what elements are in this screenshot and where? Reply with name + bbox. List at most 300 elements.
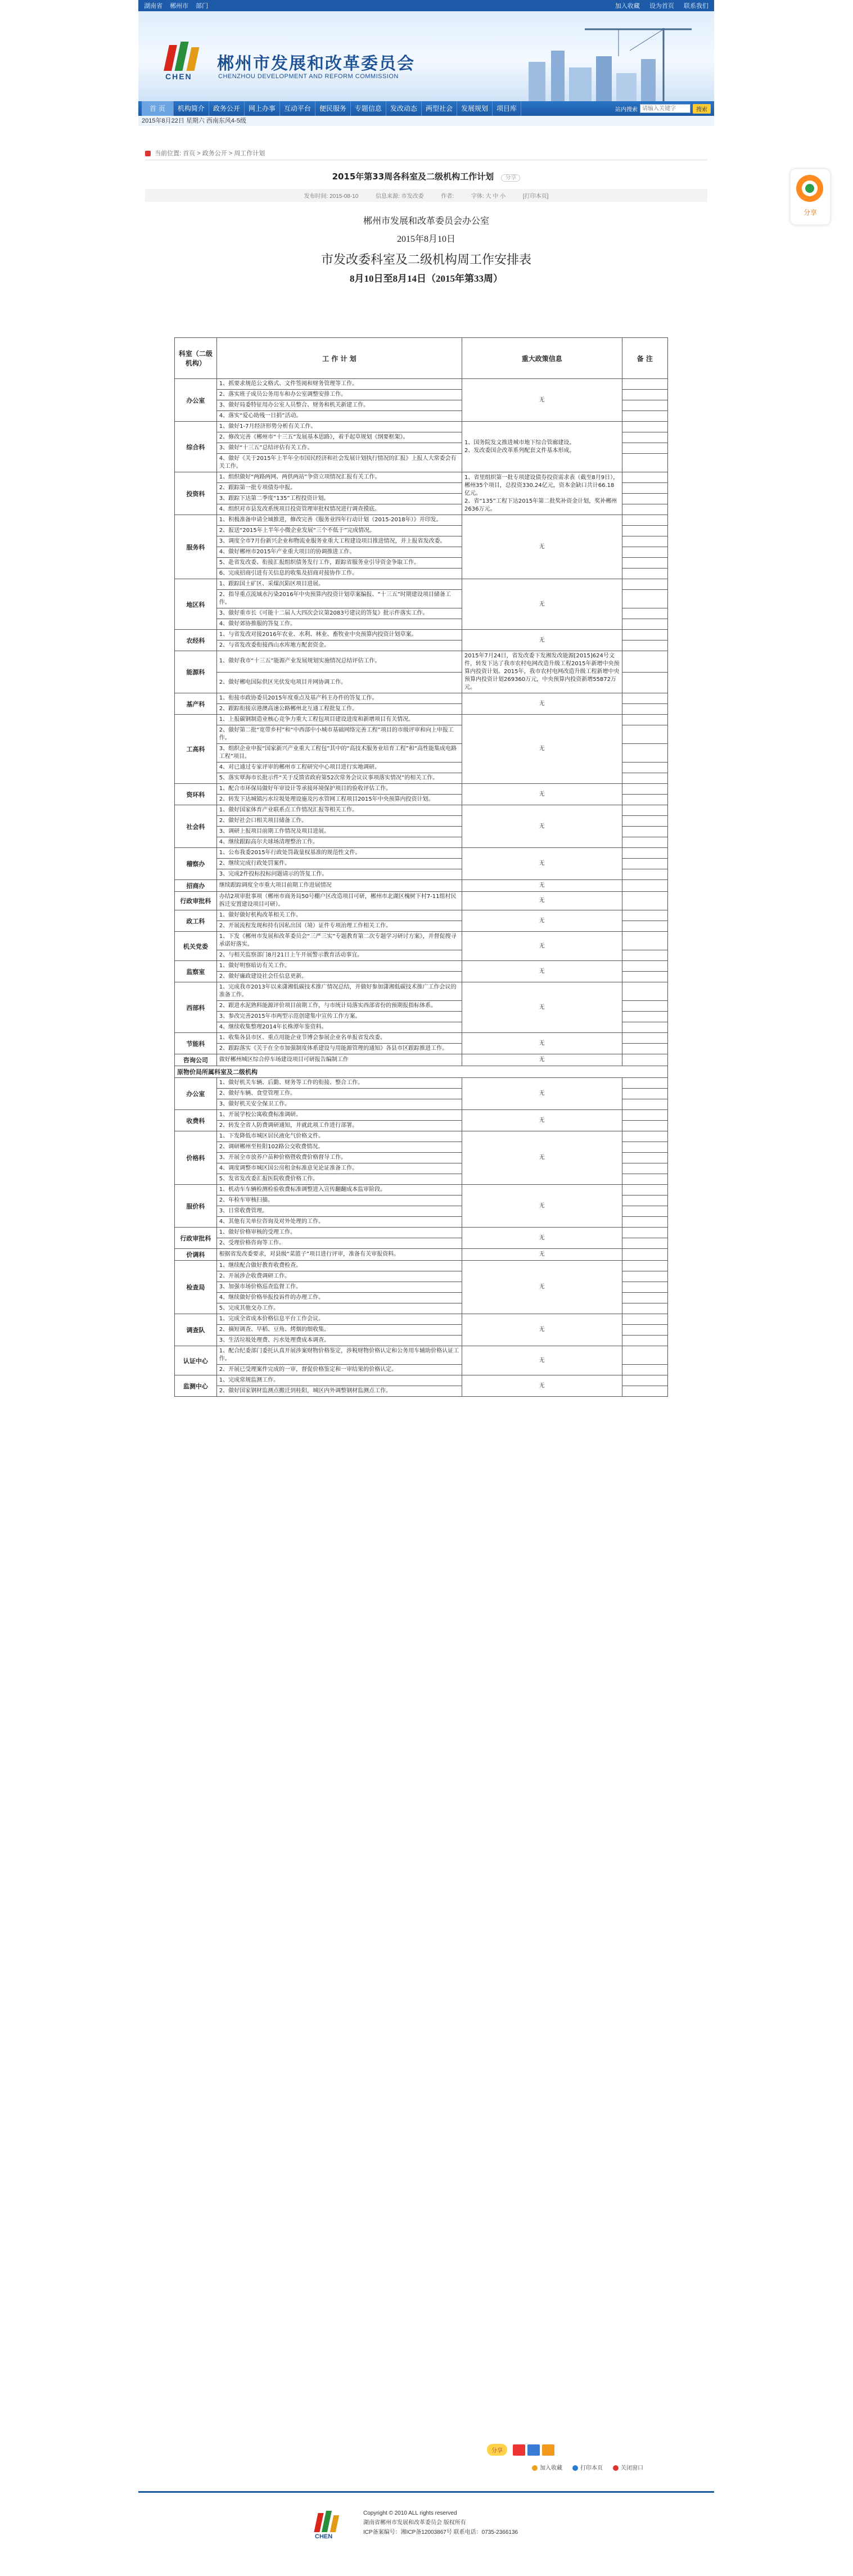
plan-cell: 1、衔接市政协委员2015年度重点及基产科主办件的答复工作。 <box>216 693 462 704</box>
note-cell <box>622 1238 667 1249</box>
plan-cell: 5、赴省发改委、衔接汇报组织债务发行工作，跟踪省服务业引导资金争取工作。 <box>216 558 462 569</box>
note-cell <box>622 411 667 422</box>
plan-cell: 2、开展已受理案件完成的一审，督促价格鉴定和一审结果的价格认定。 <box>216 1365 462 1375</box>
plan-cell: 3、组织企业申报“国家新兴产业重大工程包”其中的“高技术服务业培育工程”和“高性能集成电路工程”项目。 <box>216 744 462 763</box>
top-right-links <box>607 1 708 10</box>
note-cell <box>622 619 667 630</box>
note-cell <box>622 1044 667 1054</box>
share-widget-label: 分享 <box>803 209 817 216</box>
plan-cell: 2、与省发改委衔接西山水库地方配套资金。 <box>216 640 462 651</box>
close-tool[interactable]: 关闭窗口 <box>613 2463 643 2471</box>
page-wrapper <box>138 0 817 1394</box>
policy-cell: 无 <box>462 932 622 961</box>
plan-cell: 4、组织对市县发改系统项目投资管理审批权情况进行调查摸底。 <box>216 504 462 515</box>
table-row <box>175 379 668 390</box>
breadcrumb-item[interactable]: 首页 <box>183 150 196 157</box>
note-cell <box>622 859 667 869</box>
top-link[interactable]: 郴州市 <box>170 3 189 10</box>
note-cell <box>622 805 667 816</box>
note-cell <box>622 1142 667 1153</box>
policy-cell: 无 <box>462 910 622 932</box>
dept-cell: 招商办 <box>175 880 217 892</box>
plan-cell: 4、其他有关单位咨询及对外处理的工作。 <box>216 1217 462 1228</box>
note-cell <box>622 880 667 892</box>
logo-text: CHEN <box>165 72 192 81</box>
policy-cell: 2015年7月24日，省发改委下发湘发改能源[2015]624号文件，转发下达了我市农村电网改造升级工程2015年新增中央预算内投资计划。2015年，我市农村电网改造升级工程新增中央预算内投资计划269360万元，中央预算内投资新增55872万元。 <box>462 651 622 693</box>
note-cell <box>622 795 667 805</box>
nav-topics[interactable]: 专题信息 <box>351 101 386 116</box>
note-cell <box>622 1261 667 1271</box>
policy-cell: 无 <box>462 1054 622 1066</box>
author: 作者: <box>441 193 454 200</box>
dept-cell: 检查局 <box>175 1261 217 1314</box>
share-label[interactable]: 分享 <box>487 2444 507 2456</box>
nav-home[interactable]: 首 页 <box>142 101 174 116</box>
note-cell <box>622 422 667 432</box>
table-row <box>175 422 668 432</box>
plan-cell: 1、开展学校公寓收费标准调研。 <box>216 1110 462 1121</box>
note-cell <box>622 869 667 880</box>
plan-cell: 2、做好社会口相关项目储备工作。 <box>216 816 462 827</box>
plan-cell: 2、做好第二批“宽带乡村”和“中西部中小城市基础网络完善工程”项目的市级评审和向上申报工作。 <box>216 725 462 744</box>
plan-cell: 1、积极准备申请全域推进，修改完善《服务业四年行动计划（2015-2018年）》并印发。 <box>216 515 462 526</box>
plan-cell: 3、开展全市放养户苗种价格暨收费价格督导工作。 <box>216 1153 462 1163</box>
add-favorite-tool[interactable]: 加入收藏 <box>532 2463 562 2471</box>
note-cell <box>622 693 667 704</box>
policy-cell: 1、省里组织第一批专项建设债券投资需求表（截至8月9日），郴州35个项目，总投资330.24亿元，资本金缺口共计66.18亿元。 2、省“135”工程下达2015年第二批奖补资金计划，奖补郴州2636万元。 <box>462 472 622 515</box>
plan-cell: 3、完成2件投标投标问题请示的答复工作。 <box>216 869 462 880</box>
site-subtitle: CHENZHOU DEVELOPMENT AND REFORM COMMISSION <box>218 73 399 80</box>
site-logo[interactable] <box>161 39 211 84</box>
plan-cell: 1、配合市环保局做好年审设计等承接环境保护项目的验收评估工作。 <box>216 784 462 795</box>
note-cell <box>622 1249 667 1261</box>
policy-cell: 无 <box>462 1228 622 1249</box>
dept-cell: 能源科 <box>175 651 217 693</box>
note-cell <box>622 1314 667 1325</box>
plan-cell: 4、继续做好价格举报投诉件的办理工作。 <box>216 1293 462 1303</box>
article-title: 2015年第33周各科室及二级机构工作计划 <box>332 172 494 182</box>
nav-planning[interactable]: 发展规划 <box>457 101 493 116</box>
note-cell <box>622 1001 667 1012</box>
nav-projects[interactable]: 项目库 <box>493 101 521 116</box>
plan-cell: 1、抓要求规范公文格式、文件签阅和财务管理等工作。 <box>216 379 462 390</box>
table-row <box>175 1249 668 1261</box>
note-cell <box>622 547 667 558</box>
section-title: 原物价局所属科室及二级机构 <box>175 1066 668 1078</box>
note-cell <box>622 672 667 693</box>
plan-cell: 3、做好机关安全保卫工作。 <box>216 1099 462 1110</box>
note-cell <box>622 932 667 950</box>
print-tool[interactable]: 打印本页 <box>572 2463 603 2471</box>
crane-illustration-icon <box>517 17 697 101</box>
plan-cell: 1、做好我市“十三五”能源产业发展规划实施情况总结评估工作。 <box>216 651 462 673</box>
note-cell <box>622 515 667 526</box>
page-tools <box>522 2463 643 2471</box>
table-row <box>175 1228 668 1238</box>
dept-cell: 投资科 <box>175 472 217 515</box>
nav-gov-info[interactable]: 政务公开 <box>209 101 245 116</box>
breadcrumb-label: 当前位置: <box>155 150 182 157</box>
plan-cell: 2、转发全省人防费调研通知，并就此项工作进行部署。 <box>216 1121 462 1131</box>
plan-cell: 2、报送“2015年上半年小微企业发展“三个不低于”完成情况。 <box>216 526 462 536</box>
table-row <box>175 1185 668 1195</box>
dept-cell: 监察室 <box>175 961 217 982</box>
plan-cell: 4、继续收集整理2014年长株潭年鉴资料。 <box>216 1022 462 1033</box>
plan-cell: 2、与相关监察部门8月21日上午开展警示教育活动事宜。 <box>216 950 462 961</box>
header-dept: 科室（二级机构） <box>175 338 217 379</box>
plan-cell: 1、完成我市2013年以来潇湘低碳技术推广情况总结，并做好参加潇湘低碳技术推广工作会议的准备工作。 <box>216 982 462 1001</box>
header-note: 备 注 <box>622 338 667 379</box>
policy-cell: 无 <box>462 784 622 805</box>
plan-cell: 1、下发《郴州市发展和改革委员会“三严三实”专题教育第二次专题学习研讨方案》，并督促搜寻承诺好落实。 <box>216 932 462 950</box>
close-icon <box>613 2465 619 2471</box>
top-bar <box>138 0 714 11</box>
dept-cell: 办公室 <box>175 1078 217 1110</box>
note-cell <box>622 950 667 961</box>
breadcrumb-item[interactable]: 政务公开 <box>202 150 227 157</box>
policy-cell: 无 <box>462 1110 622 1131</box>
policy-cell: 1、国务院发文推进城市地下综合管廊建设。 2、发改委国企改革系列配套文件基本形成。 <box>462 422 622 472</box>
note-cell <box>622 558 667 569</box>
note-cell <box>622 1078 667 1089</box>
plan-cell: 3、日常收费管理。 <box>216 1206 462 1217</box>
add-favorite-link[interactable]: 加入收藏 <box>615 3 640 10</box>
font-size-control[interactable]: 字体: 大 中 小 <box>471 193 506 200</box>
breadcrumb-item[interactable]: 周工作计划 <box>234 150 265 157</box>
note-cell <box>622 608 667 619</box>
plan-cell: 1、做好明察暗访有关工作。 <box>216 961 462 972</box>
plan-cell: 2、落实班子成员公务用车和办公室调整安排工作。 <box>216 390 462 400</box>
dept-cell: 西部科 <box>175 982 217 1033</box>
table-row <box>175 1078 668 1089</box>
note-cell <box>622 1099 667 1110</box>
plan-cell: 2、修改完善《郴州市“十三五”发展基本思路》，着手起草规划《纲要框架》。 <box>216 432 462 443</box>
plan-cell: 2、跟进水泥熟料能源评价项目前期工作，与市统计局落实西部省份的预期报指标体系。 <box>216 1001 462 1012</box>
note-cell <box>622 1346 667 1365</box>
policy-cell: 无 <box>462 982 622 1033</box>
dept-cell: 政工科 <box>175 910 217 932</box>
nav-public-service[interactable]: 便民服务 <box>315 101 351 116</box>
note-cell <box>622 454 667 472</box>
note-cell <box>622 1153 667 1163</box>
dept-cell: 价格科 <box>175 1131 217 1185</box>
policy-cell: 无 <box>462 693 622 715</box>
header-policy: 重大政策信息 <box>462 338 622 379</box>
table-row <box>175 630 668 640</box>
footer-logo-text: CHEN <box>315 2533 333 2540</box>
plan-cell: 2、开展流程发现和持有因私出国（境）证件专项治理工作相关工作。 <box>216 921 462 932</box>
plan-cell: 4、落实“爱心助残一日捐”活动。 <box>216 411 462 422</box>
table-row <box>175 848 668 859</box>
plan-cell: 1、做好做好机构改革相关工作。 <box>216 910 462 921</box>
plan-cell: 2、摘短调查、早稻、豆角、烤烟的细收集。 <box>216 1325 462 1336</box>
note-cell <box>622 1365 667 1375</box>
note-cell <box>622 432 667 443</box>
policy-cell: 无 <box>462 1185 622 1228</box>
plan-cell: 1、继续配合做好教育收费检查。 <box>216 1261 462 1271</box>
note-cell <box>622 1022 667 1033</box>
more-share-icon[interactable] <box>542 2444 554 2456</box>
dept-cell: 调查队 <box>175 1314 217 1346</box>
nav-two-type[interactable]: 两型社会 <box>422 101 457 116</box>
plan-cell: 2、调研郴州至桂阳102路公交收费情况。 <box>216 1142 462 1153</box>
dept-cell: 行政审批科 <box>175 1228 217 1249</box>
dept-cell: 社会科 <box>175 805 217 848</box>
breadcrumb: 当前位置: 首页 > 政务公开 > 周工作计划 <box>145 148 707 160</box>
note-cell <box>622 1163 667 1174</box>
nav-about[interactable]: 机构简介 <box>174 101 209 116</box>
plan-cell: 1、组织做好“两路两网、两供两站”争资立项情况汇报有关工作。 <box>216 472 462 483</box>
policy-cell: 无 <box>462 1033 622 1054</box>
plan-cell: 2、年检车审核扫描。 <box>216 1195 462 1206</box>
table-row <box>175 1261 668 1271</box>
search-input[interactable] <box>640 104 690 113</box>
copyright: Copyright © 2010 ALL rights reserved <box>363 2510 457 2516</box>
share-tag[interactable]: 分享 <box>501 174 520 182</box>
note-cell <box>622 910 667 921</box>
note-cell <box>622 837 667 848</box>
article-title-row <box>138 170 714 182</box>
plan-cell: 4、做好郴州市2015年产业重大项目的协调推进工作。 <box>216 547 462 558</box>
plan-cell: 3、调研上报项目前期工作情况及项目进展。 <box>216 827 462 837</box>
plan-cell: 3、加强市场价格巡查监督工作。 <box>216 1282 462 1293</box>
note-cell <box>622 1375 667 1386</box>
table-row <box>175 1314 668 1325</box>
plan-cell: 1、收集各县市区、重点用能企业节博会参展企业名单报省发改委。 <box>216 1033 462 1044</box>
note-cell <box>622 892 667 910</box>
search-label: 站内搜索 <box>615 106 638 113</box>
share-widget[interactable] <box>790 169 831 225</box>
policy-cell: 无 <box>462 848 622 880</box>
info-source: 信息来源: 市发改委 <box>376 193 424 200</box>
note-cell <box>622 744 667 763</box>
note-cell <box>622 1271 667 1282</box>
footer-text <box>363 2509 518 2537</box>
note-cell <box>622 1303 667 1314</box>
note-cell <box>622 494 667 504</box>
plan-cell: 2、开展涉企收费调研工作。 <box>216 1271 462 1282</box>
site-search <box>615 104 711 114</box>
plan-cell: 3、做好“十三五”总结评估有关工作。 <box>216 443 462 454</box>
dept-cell: 资环科 <box>175 784 217 805</box>
table-row <box>175 880 668 892</box>
note-cell <box>622 725 667 744</box>
policy-cell: 无 <box>462 579 622 630</box>
dept-cell: 农经科 <box>175 630 217 651</box>
note-cell <box>622 1293 667 1303</box>
note-cell <box>622 504 667 515</box>
top-links <box>144 1 214 10</box>
note-cell <box>622 443 667 454</box>
plan-cell: 继续跟踪调度全市重大项目前期工作进展情况 <box>216 880 462 892</box>
table-row <box>175 805 668 816</box>
policy-cell: 无 <box>462 379 622 422</box>
search-button[interactable]: 搜索 <box>693 104 711 114</box>
dept-cell: 价调科 <box>175 1249 217 1261</box>
table-row <box>175 472 668 483</box>
plan-cell: 4、对已通过专家评审的郴州市工程研究中心项目进行实地调研。 <box>216 763 462 773</box>
dept-cell: 收费科 <box>175 1110 217 1131</box>
plan-cell: 2、做好国家钢材监测点搬迁到桂阳，城区内外调整钢材监测点工作。 <box>216 1386 462 1397</box>
note-cell <box>622 400 667 411</box>
note-cell <box>622 1012 667 1022</box>
plan-cell: 6、完成招商引进有关信息的收集及招商对接协作工作。 <box>216 569 462 579</box>
table-row <box>175 1375 668 1386</box>
plan-cell: 根据省发改委要求，对县级“菜篮子”项目进行评审，准备有关审报资料。 <box>216 1249 462 1261</box>
policy-cell: 无 <box>462 1131 622 1185</box>
note-cell <box>622 715 667 725</box>
plan-cell: 2、做好廉政建设社会任信息更新。 <box>216 972 462 982</box>
plan-cell: 2、跟踪衔接京港澳高速公路郴州北互通工程批复工作。 <box>216 704 462 715</box>
note-cell <box>622 1121 667 1131</box>
nav-news[interactable]: 发改动态 <box>386 101 422 116</box>
top-link[interactable]: 湖南省 <box>144 3 163 10</box>
print-link[interactable]: [打印本页] <box>522 193 549 200</box>
table-row <box>175 1033 668 1044</box>
plan-cell: 1、做好机关车辆、后勤、财务等工作的衔接、整合工作。 <box>216 1078 462 1089</box>
nav-interaction[interactable]: 互动平台 <box>280 101 315 116</box>
note-cell <box>622 1174 667 1185</box>
plan-cell: 3、跟踪下达第二季度“135”工程投资计划。 <box>216 494 462 504</box>
note-cell <box>622 982 667 1001</box>
note-cell <box>622 1282 667 1293</box>
nav-online-service[interactable]: 网上办事 <box>245 101 280 116</box>
work-plan-table <box>174 337 668 1397</box>
note-cell <box>622 1089 667 1099</box>
note-cell <box>622 472 667 483</box>
note-cell <box>622 390 667 400</box>
article-meta <box>145 189 707 202</box>
share-bar <box>487 2444 554 2456</box>
note-cell <box>622 1195 667 1206</box>
home-icon <box>145 151 151 156</box>
note-cell <box>622 961 667 972</box>
contact-link[interactable]: 联系我们 <box>684 3 708 10</box>
note-cell <box>622 921 667 932</box>
policy-cell: 无 <box>462 1314 622 1346</box>
table-row <box>175 892 668 910</box>
note-cell <box>622 651 667 673</box>
dept-cell: 办公室 <box>175 379 217 422</box>
policy-cell: 无 <box>462 1261 622 1314</box>
date-weather-bar: 2015年8月22日 星期六 西南东风4-5级 <box>138 116 714 126</box>
plan-cell: 5、完成其他交办工作。 <box>216 1303 462 1314</box>
note-cell <box>622 972 667 982</box>
publish-time: 发布时间: 2015-08-10 <box>304 193 359 200</box>
policy-cell: 无 <box>462 1078 622 1110</box>
plan-cell: 4、做好《关于2015年上半年全市国民经济和社会发展计划执行情况的汇报》上报人大常委会有关工作。 <box>216 454 462 472</box>
dept-cell: 稽察办 <box>175 848 217 880</box>
plan-cell: 5、落实覃海市长批示件“关于反馈省政府第52次常务会议议事项落实情况”的相关工作。 <box>216 773 462 784</box>
note-cell <box>622 1131 667 1142</box>
plan-cell: 1、做好价格审核的受理工作。 <box>216 1228 462 1238</box>
issue-date: 2015年8月10日 <box>396 234 455 244</box>
plan-cell: 办结2项审批事项（郴州市商务局50号棚户区改造项目可研，郴州市北湖区槐树下村7-11组村民拆迁安置建设项目可研）。 <box>216 892 462 910</box>
table-row <box>175 932 668 950</box>
plan-cell: 2、继续完成行政处罚案件。 <box>216 859 462 869</box>
plan-cell: 2、受理价格咨询等工作。 <box>216 1238 462 1249</box>
main-heading: 市发改委科室及二级机构周工作安排表 <box>321 252 531 267</box>
dept-cell: 节能科 <box>175 1033 217 1054</box>
plan-cell: 1、公布我委2015年行政处罚裁量权基准的规范性文件。 <box>216 848 462 859</box>
plan-cell: 3、做好重市长《可能十二届人大四次会议第2083号建议的答复》批示件落实工作。 <box>216 608 462 619</box>
note-cell <box>622 1185 667 1195</box>
note-cell <box>622 569 667 579</box>
table-row <box>175 961 668 972</box>
plan-cell: 2、转发下达城镇污水垃圾处理设施及污水管网工程项目2015年中央预算内投资计划。 <box>216 795 462 805</box>
note-cell <box>622 1033 667 1044</box>
plan-cell: 做好郴州城区综合停车场建设项目可研报告编制工作 <box>216 1054 462 1066</box>
table-row <box>175 1110 668 1121</box>
top-link[interactable]: 部门 <box>196 3 209 10</box>
plan-cell: 2、做好郴电国际供区光伏发电项目并网协调工作。 <box>216 672 462 693</box>
qq-icon[interactable] <box>527 2444 540 2456</box>
issuer-line: 郴州市发展和改革委员会办公室 <box>363 216 489 226</box>
plan-cell: 4、调度调整市城区国公房租金标准意见论证准备工作。 <box>216 1163 462 1174</box>
policy-cell: 无 <box>462 961 622 982</box>
section-row <box>175 1066 668 1078</box>
plan-cell: 1、下发降低市城区居民液化气价格文件。 <box>216 1131 462 1142</box>
site-footer <box>138 2491 714 2576</box>
policy-cell: 无 <box>462 805 622 848</box>
note-cell <box>622 630 667 640</box>
table-row <box>175 1346 668 1365</box>
note-cell <box>622 590 667 608</box>
table-row <box>175 910 668 921</box>
dept-cell: 综合科 <box>175 422 217 472</box>
note-cell <box>622 483 667 494</box>
plan-cell: 1、配合纪委部门委托认真开展涉案财物价格鉴定，涉税财物价格认定和公务用车辅助价格认证工作。 <box>216 1346 462 1365</box>
dept-cell: 机关党委 <box>175 932 217 961</box>
plan-cell: 2、指导重点流域水污染2016年中央预算内投资计划草案编报、“十三五”时期建设项目储备工作。 <box>216 590 462 608</box>
plan-cell: 4、继续跟踪高尔夫球场清理整治工作。 <box>216 837 462 848</box>
note-cell <box>622 827 667 837</box>
main-nav <box>138 101 714 116</box>
plan-cell: 1、与省发改对接2016年农业、水利、林业、畜牧业中央预算内投资计划草案。 <box>216 630 462 640</box>
plan-cell: 3、参改完善2015年市两型示范创建集中宣传工作方案。 <box>216 1012 462 1022</box>
plan-cell: 1、做好1-7月经济形势分析有关工作。 <box>216 422 462 432</box>
table-header-row <box>175 338 668 379</box>
dept-cell: 咨询公司 <box>175 1054 217 1066</box>
footer-logo <box>313 2510 352 2543</box>
note-cell <box>622 640 667 651</box>
note-cell <box>622 536 667 547</box>
plan-cell: 1、跟踪国土矿区、采煤沉陷区项目进展。 <box>216 579 462 590</box>
dept-cell: 地区科 <box>175 579 217 630</box>
note-cell <box>622 704 667 715</box>
plan-cell: 2、做好车辆、食堂管理工作。 <box>216 1089 462 1099</box>
table-row <box>175 693 668 704</box>
set-homepage-link[interactable]: 设为首页 <box>649 3 674 10</box>
note-cell <box>622 773 667 784</box>
weibo-icon[interactable] <box>513 2444 525 2456</box>
dept-cell: 基产科 <box>175 693 217 715</box>
plan-cell: 1、做好国家体育产业联系点工作情况汇报等相关工作。 <box>216 805 462 816</box>
table-row <box>175 1131 668 1142</box>
table-row <box>175 1054 668 1066</box>
copyright-owner: 湖南省郴州市发展和改革委员会 版权所有 <box>363 2520 466 2526</box>
icp-contact: ICP备案编号：湘ICP备12003867号 联系电话：0735-2366136 <box>363 2529 518 2536</box>
table-row <box>175 982 668 1001</box>
site-title: 郴州市发展和改革委员会 <box>217 54 415 74</box>
note-cell <box>622 816 667 827</box>
note-cell <box>622 784 667 795</box>
dept-cell: 监测中心 <box>175 1375 217 1397</box>
plan-cell: 1、上报碳钢制造业核心竞争力重大工程包项目建设进度和新增项目有关情况。 <box>216 715 462 725</box>
date-range: 8月10日至8月14日（2015年第33周） <box>350 273 503 284</box>
printer-icon <box>572 2465 578 2471</box>
note-cell <box>622 579 667 590</box>
